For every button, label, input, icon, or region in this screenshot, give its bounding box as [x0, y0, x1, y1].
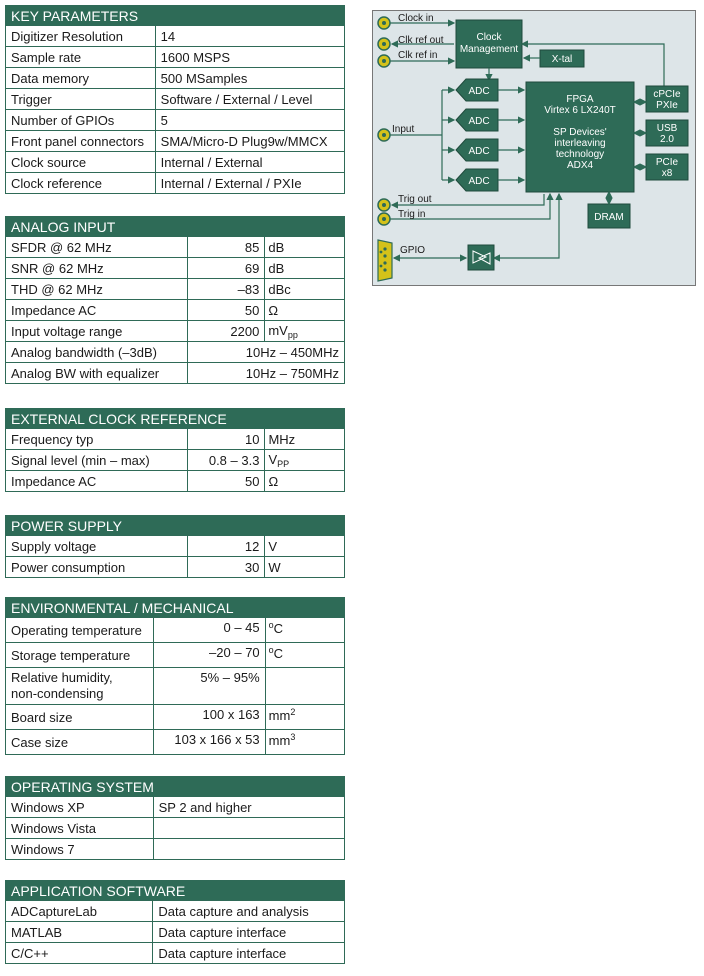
row-label-text: Input voltage range: [11, 323, 123, 339]
row-value: [153, 839, 344, 860]
table-row: [6, 705, 345, 730]
input-connector: [378, 129, 390, 141]
row-label-text: Board size: [11, 709, 73, 725]
row-value: Internal / External / PXIe: [155, 173, 344, 194]
row-value: Data capture interface: [153, 922, 345, 943]
table-row: [6, 839, 345, 860]
row-value: 1600 MSPS: [155, 47, 344, 68]
dram-label: DRAM: [594, 212, 624, 223]
row-label-text: SNR @ 62 MHz: [11, 260, 104, 276]
adc-label: ADC: [468, 176, 490, 187]
fpga-label-line: interleaving: [554, 138, 606, 149]
table-row: [6, 450, 345, 471]
row-value: [153, 818, 344, 839]
table-row: [6, 818, 345, 839]
xtal-label: X-tal: [551, 54, 573, 65]
application-software-table: [5, 880, 345, 964]
gpio-label: GPIO: [400, 245, 426, 256]
section-title: ANALOG INPUT: [6, 217, 345, 237]
unit-superscript: 3: [290, 732, 296, 742]
row-value: 14: [155, 26, 344, 47]
table-row: [6, 342, 345, 363]
trig-out-label: Trig out: [398, 194, 432, 205]
key-parameters-body: [6, 26, 345, 194]
row-label-text: THD @ 62 MHz: [11, 281, 103, 297]
environmental-body: [6, 618, 345, 755]
row-unit: [265, 705, 344, 730]
row-unit: [265, 557, 345, 578]
row-value: Data capture and analysis: [153, 901, 345, 922]
table-row: [6, 797, 345, 818]
table-row: [6, 47, 345, 68]
table-row: [6, 643, 345, 668]
row-unit: [265, 321, 345, 342]
analog-input-body: [6, 237, 345, 342]
row-unit: [265, 237, 345, 258]
power-supply-table: [5, 515, 345, 578]
table-row: [6, 173, 345, 194]
row-label-text: Operating temperature: [11, 622, 142, 638]
row-value: 10: [187, 429, 265, 450]
row-label-text: SFDR @ 62 MHz: [11, 239, 112, 255]
row-label: [6, 730, 154, 755]
table-row: [6, 321, 345, 342]
clock-in-label: Clock in: [398, 13, 434, 24]
input-label: Input: [392, 124, 415, 135]
row-value: 50: [187, 300, 265, 321]
row-value: 30: [187, 557, 265, 578]
external-clock-table: [5, 408, 345, 492]
table-row: [6, 429, 345, 450]
row-value: 500 MSamples: [155, 68, 344, 89]
usb-label-1: USB: [656, 123, 678, 134]
table-row: [6, 363, 345, 384]
pcie-label-1: PCIe: [655, 157, 679, 168]
table-row: [6, 26, 345, 47]
row-label-text: Supply voltage: [11, 538, 97, 554]
row-unit: [265, 668, 344, 705]
operating-system-body: [6, 797, 345, 860]
row-label-text: Relative humidity,: [11, 670, 113, 685]
unit-text: dB: [268, 239, 285, 255]
table-row: [6, 152, 345, 173]
row-value: 5: [155, 110, 344, 131]
row-value: 0 – 45: [153, 618, 265, 643]
table-row: [6, 68, 345, 89]
section-title: APPLICATION SOFTWARE: [6, 881, 345, 901]
row-label: [6, 279, 188, 300]
row-label: [6, 536, 188, 557]
row-unit: [265, 730, 344, 755]
pcie-label-2: x8: [661, 168, 673, 179]
section-title: KEY PARAMETERS: [6, 6, 345, 26]
row-label: Windows Vista: [6, 818, 154, 839]
table-row: [6, 110, 345, 131]
row-label: Analog bandwidth (–3dB): [6, 342, 188, 363]
table-row: [6, 943, 345, 964]
row-value: 50: [187, 471, 265, 492]
fpga-label-line: SP Devices': [553, 127, 607, 138]
row-label: [6, 450, 188, 471]
row-label: [6, 705, 154, 730]
unit-text: mm: [268, 733, 291, 748]
row-unit: [265, 429, 345, 450]
external-clock-body: [6, 429, 345, 492]
gpio-connector-icon: [378, 240, 392, 281]
row-label-text: Impedance AC: [11, 473, 97, 489]
row-label: [6, 618, 154, 643]
row-label: [6, 300, 188, 321]
unit-prefix: o: [268, 620, 274, 630]
table-row: [6, 279, 345, 300]
unit-prefix: o: [268, 645, 274, 655]
row-label: Clock source: [6, 152, 156, 173]
unit-superscript: 2: [290, 707, 296, 717]
unit-text: Ω: [268, 302, 279, 318]
row-label-text: Frequency typ: [11, 431, 94, 447]
block-diagram: [372, 10, 696, 286]
power-supply-body: [6, 536, 345, 578]
row-label-text: Case size: [11, 734, 69, 750]
row-label: Digitizer Resolution: [6, 26, 156, 47]
row-value: 10Hz – 450MHz: [187, 342, 344, 363]
row-unit: [265, 450, 345, 471]
row-label: [6, 237, 188, 258]
table-row: [6, 471, 345, 492]
row-value: 69: [187, 258, 265, 279]
application-software-body: [6, 901, 345, 964]
key-parameters-table: [5, 5, 345, 194]
row-unit: [265, 300, 345, 321]
row-label: [6, 471, 188, 492]
row-label: [6, 321, 188, 342]
section-title: OPERATING SYSTEM: [6, 777, 345, 797]
row-value: SP 2 and higher: [153, 797, 344, 818]
row-label: Front panel connectors: [6, 131, 156, 152]
clock-management-label-1: Clock: [476, 32, 502, 43]
unit-text: V: [268, 538, 277, 554]
row-unit: [265, 258, 345, 279]
table-row: [6, 89, 345, 110]
row-unit: [265, 536, 345, 557]
row-label: C/C++: [6, 943, 153, 964]
row-value: 12: [187, 536, 265, 557]
section-title: POWER SUPPLY: [6, 516, 345, 536]
row-value: –83: [187, 279, 265, 300]
unit-text: mV: [268, 322, 288, 338]
usb-label-2: 2.0: [660, 134, 674, 145]
row-label: Data memory: [6, 68, 156, 89]
row-value: SMA/Micro-D Plug9w/MMCX: [155, 131, 344, 152]
row-value: 10Hz – 750MHz: [187, 363, 344, 384]
row-label: Clock reference: [6, 173, 156, 194]
operating-system-table: [5, 776, 345, 860]
row-label-text: Signal level (min – max): [11, 452, 150, 468]
cpcie-label-1: cPCIe: [653, 89, 681, 100]
unit-text: C: [273, 621, 284, 636]
clk-ref-out-label: Clk ref out: [398, 35, 444, 46]
clock-management-label-2: Management: [459, 44, 519, 55]
section-title: EXTERNAL CLOCK REFERENCE: [6, 409, 345, 429]
clk-ref-in-label: Clk ref in: [398, 50, 438, 61]
unit-subscript: pp: [287, 329, 298, 340]
analog-input-wide-body: [6, 342, 345, 384]
row-unit: [265, 618, 344, 643]
row-value: 103 x 166 x 53: [153, 730, 265, 755]
row-label: ADCaptureLab: [6, 901, 153, 922]
row-label: [6, 668, 154, 705]
unit-text: MHz: [268, 431, 296, 447]
row-label: Sample rate: [6, 47, 156, 68]
row-label: Number of GPIOs: [6, 110, 156, 131]
row-value: 0.8 – 3.3: [187, 450, 265, 471]
table-row: [6, 300, 345, 321]
table-row: [6, 258, 345, 279]
row-label: MATLAB: [6, 922, 153, 943]
row-unit: [265, 279, 345, 300]
analog-input-table: [5, 216, 345, 384]
row-value: Software / External / Level: [155, 89, 344, 110]
table-row: [6, 922, 345, 943]
row-label-text: Storage temperature: [11, 647, 131, 663]
table-row: [6, 618, 345, 643]
row-label: Analog BW with equalizer: [6, 363, 188, 384]
row-label: [6, 258, 188, 279]
fpga-label-line: Virtex 6 LX240T: [544, 105, 616, 116]
row-label: [6, 643, 154, 668]
trig-in-label: Trig in: [398, 209, 426, 220]
row-unit: [265, 643, 344, 668]
row-label: [6, 429, 188, 450]
table-row: [6, 557, 345, 578]
gpio-buffer-icon: [468, 245, 494, 270]
environmental-table: [5, 597, 345, 755]
unit-text: W: [268, 559, 281, 575]
row-value: Internal / External: [155, 152, 344, 173]
row-label: Windows XP: [6, 797, 154, 818]
cpcie-label-2: PXIe: [656, 100, 678, 111]
table-row: [6, 536, 345, 557]
table-row: [6, 237, 345, 258]
unit-text: Ω: [268, 473, 279, 489]
unit-text: C: [273, 646, 284, 661]
adc-label: ADC: [468, 116, 490, 127]
adc-label: ADC: [468, 86, 490, 97]
row-label-text: Power consumption: [11, 559, 126, 575]
row-value: Data capture interface: [153, 943, 345, 964]
section-title: ENVIRONMENTAL / MECHANICAL: [6, 598, 345, 618]
table-row: [6, 668, 345, 705]
unit-text: V: [268, 451, 278, 467]
row-value: 85: [187, 237, 265, 258]
row-label-text-2: non-condensing: [11, 686, 104, 701]
row-value: 100 x 163: [153, 705, 265, 730]
table-row: [6, 901, 345, 922]
table-row: [6, 730, 345, 755]
row-label: [6, 557, 188, 578]
row-value: 5% – 95%: [153, 668, 265, 705]
row-value: 2200: [187, 321, 265, 342]
fpga-label-line: ADX4: [566, 160, 594, 171]
unit-text: mm: [268, 708, 291, 723]
row-value: –20 – 70: [153, 643, 265, 668]
row-label: Trigger: [6, 89, 156, 110]
row-label: Windows 7: [6, 839, 154, 860]
unit-text: dBc: [268, 281, 291, 297]
table-row: [6, 131, 345, 152]
adc-label: ADC: [468, 146, 490, 157]
unit-subscript: PP: [277, 458, 290, 469]
fpga-label-line: technology: [555, 149, 605, 160]
row-label-text: Impedance AC: [11, 302, 97, 318]
fpga-label-line: FPGA: [566, 94, 594, 105]
unit-text: dB: [268, 260, 285, 276]
row-unit: [265, 471, 345, 492]
